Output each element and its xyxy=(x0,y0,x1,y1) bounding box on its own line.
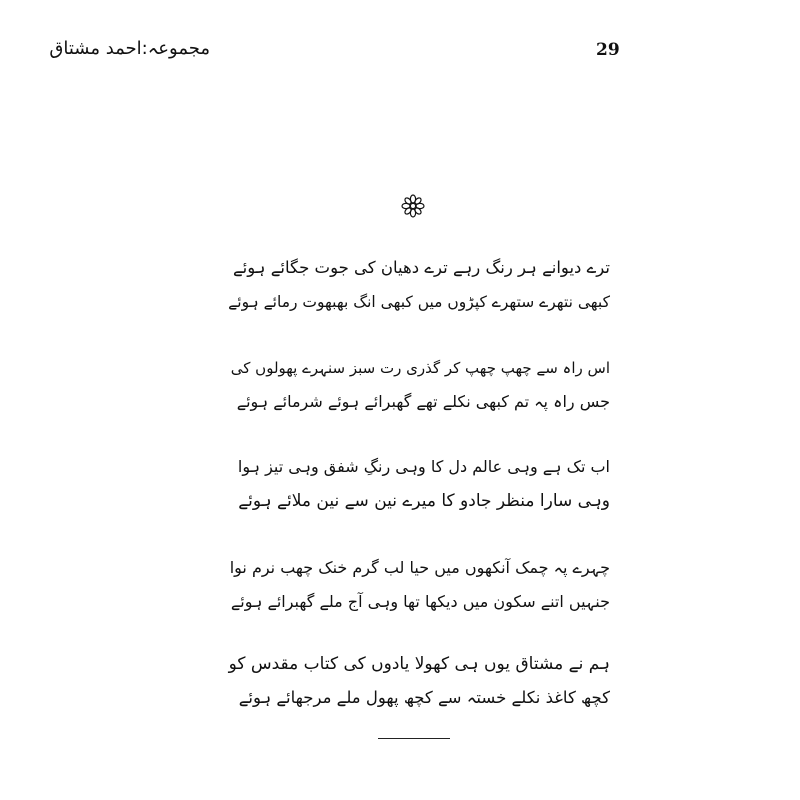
verse-line: کبھی نتھرے ستھرے کپڑوں میں کبھی انگ بھبھوت رمائے ہوئے xyxy=(228,293,610,311)
verse-line: جس راہ پہ تم کبھی نکلے تھے گھبرائے ہوئے شرمائے ہوئے xyxy=(236,392,610,411)
verse-line: ترے دیوانے ہر رنگ رہے ترے دھیان کی جوت جگائے ہوئے xyxy=(233,258,610,277)
verse-line: اس راہ سے چھپ چھپ کر گذری رت سبز سنہرے پھولوں کی xyxy=(230,359,610,377)
verse-line: وہی سارا منظر جادو کا میرے نین سے نین ملائے ہوئے xyxy=(238,491,610,511)
verse-line: چہرے پہ چمک آنکھوں میں حیا لب گرم خنک چھب نرم نوا xyxy=(229,558,610,577)
verse-line: کچھ کاغذ نکلے خستہ سے کچھ پھول ملے مرجھائے ہوئے xyxy=(238,688,610,707)
verse-line: جنہیں اتنے سکون میں دیکھا تھا وہی آج ملے گھبرائے ہوئے xyxy=(230,592,610,611)
verse-line: ہم نے مشتاق یوں ہی کھولا یادوں کی کتاب مقدس کو xyxy=(228,654,610,674)
end-divider xyxy=(378,738,450,739)
floral-ornament-icon xyxy=(400,193,426,219)
verse-line: اب تک ہے وہی عالم دل کا وہی رنگِ شفق وہی تیز ہوا xyxy=(237,457,610,476)
book-title-header: مجموعہ:احمد مشتاق xyxy=(49,38,210,59)
page-number: 29 xyxy=(596,40,620,60)
